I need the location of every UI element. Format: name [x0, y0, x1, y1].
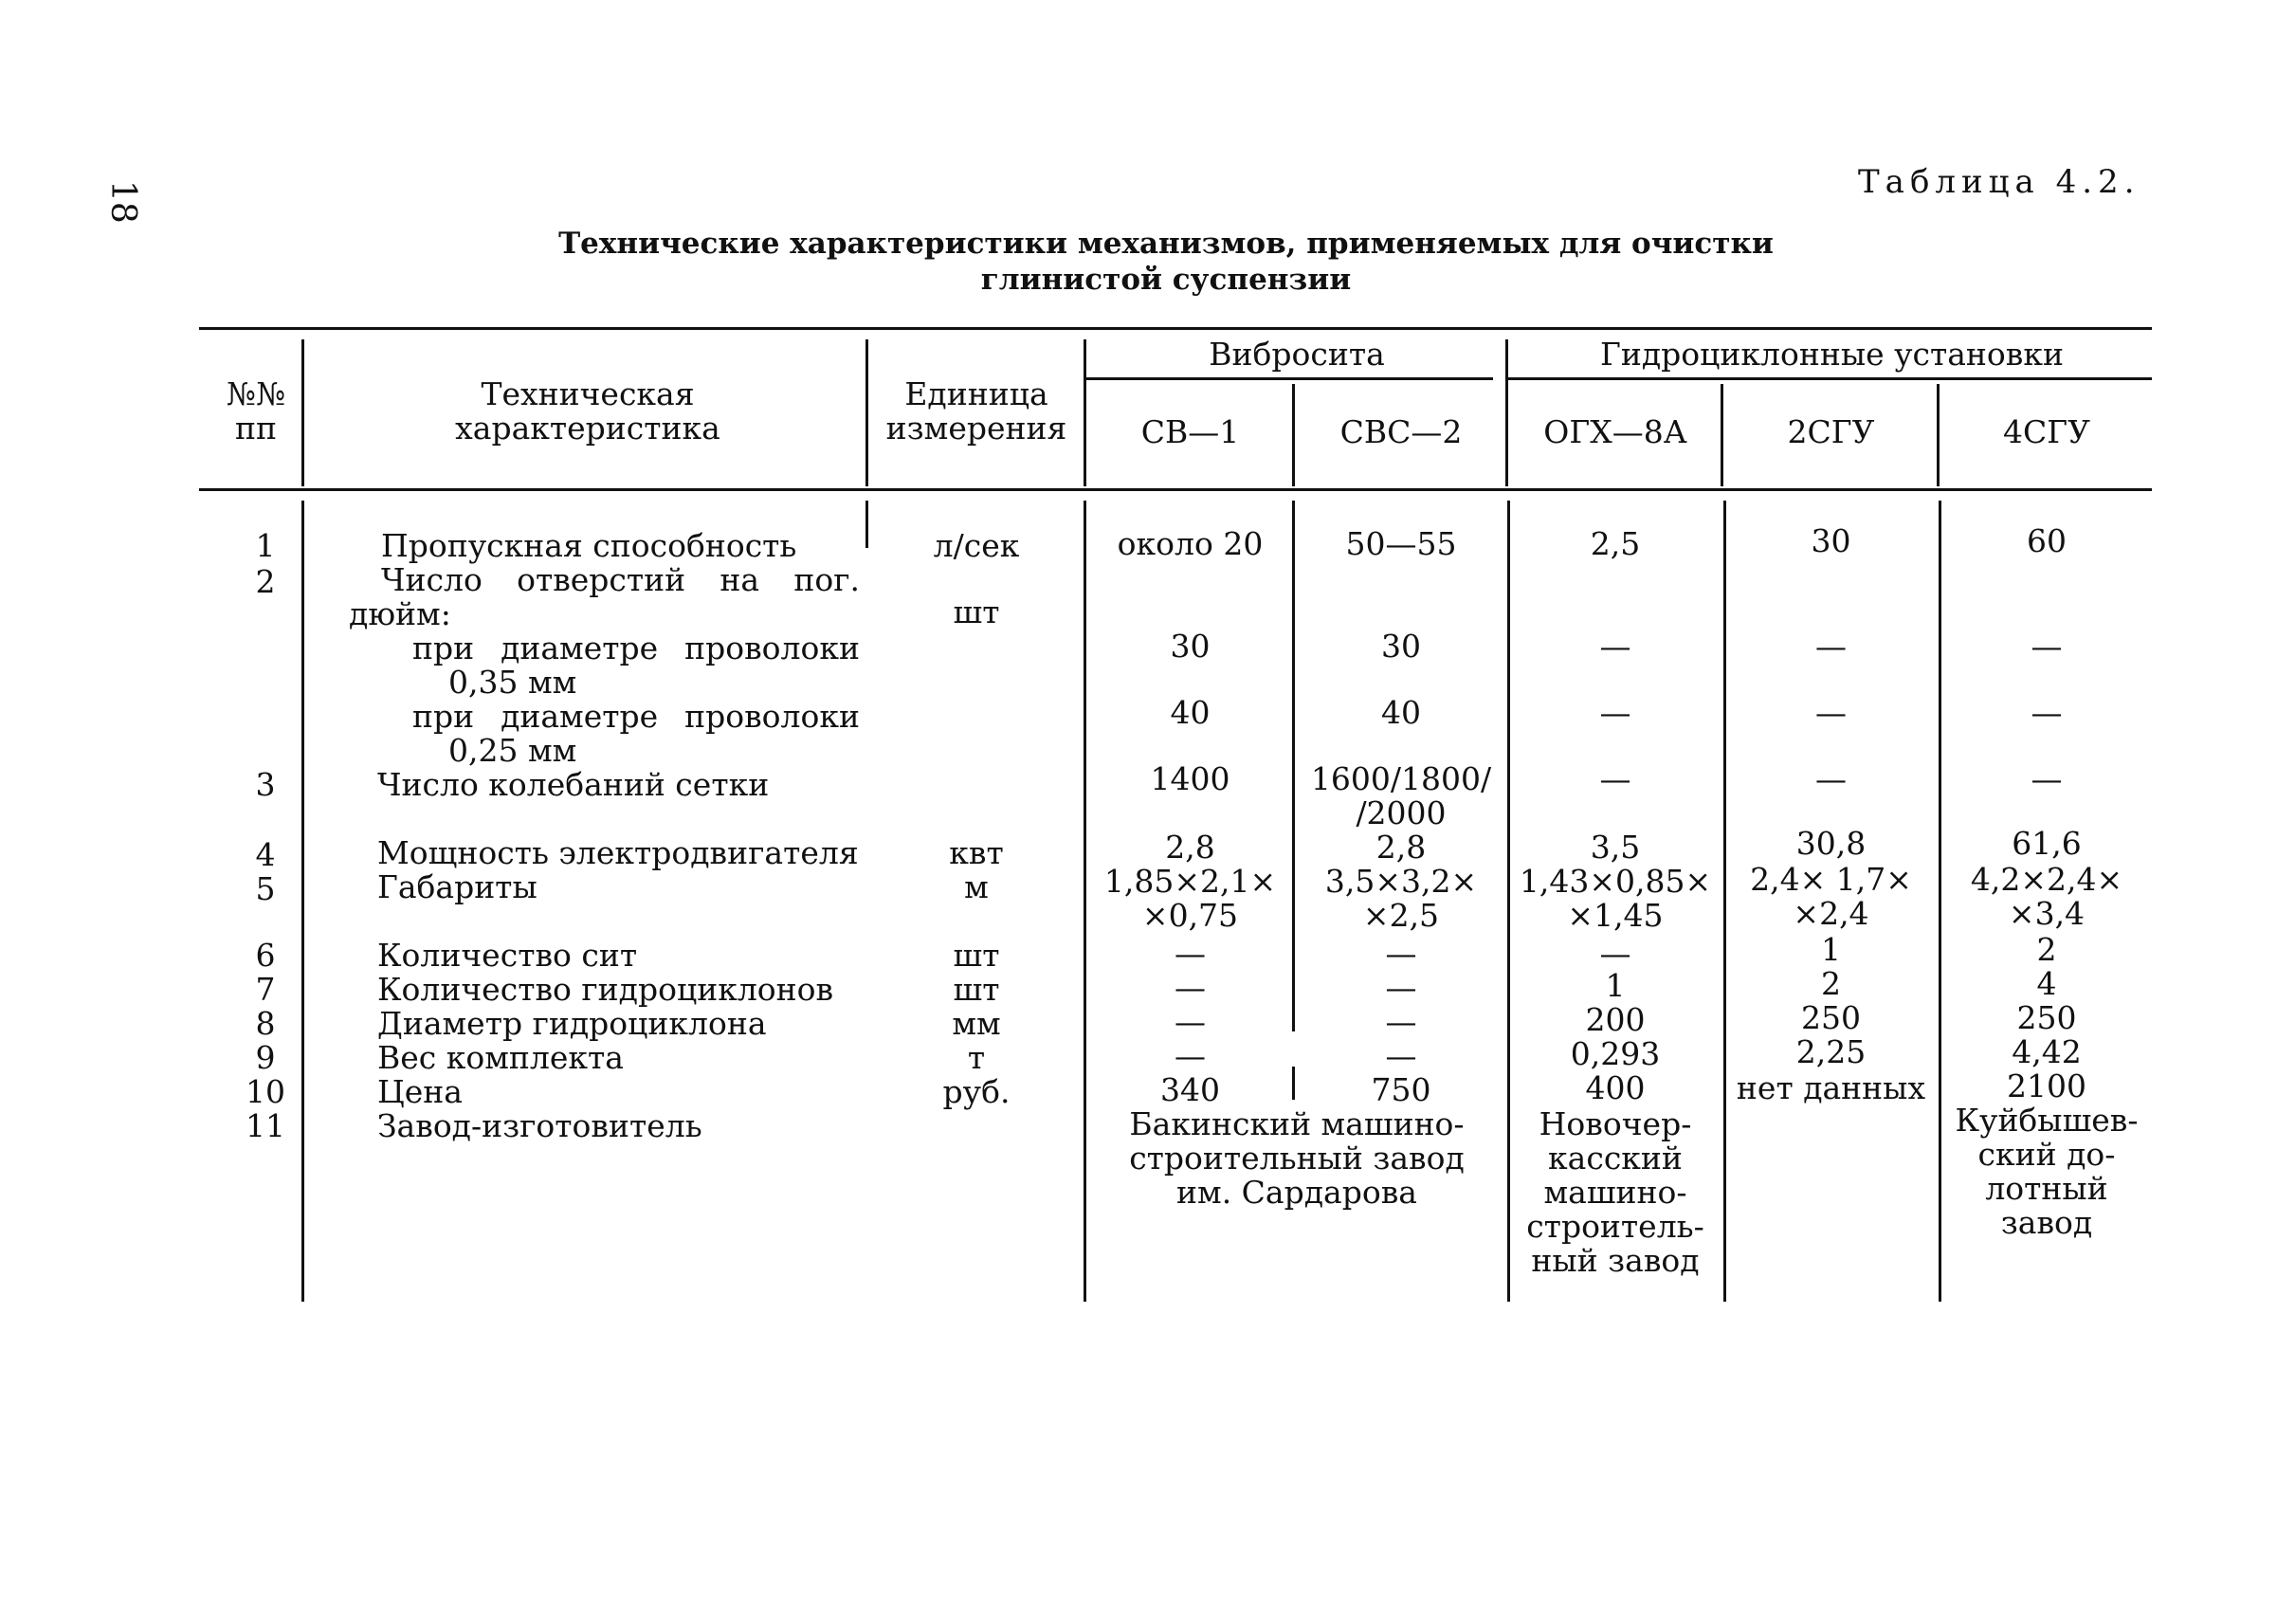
row-3-2sgu: — — [1815, 760, 1847, 797]
row-11-4sgu-manufacturer — [1941, 1104, 2152, 1240]
row-5-sv1-line1: 1,85×2,1× — [1103, 863, 1277, 900]
row-2b-sv1: 40 — [1170, 694, 1211, 731]
row-11-4sgu-line2: ский до- — [1977, 1136, 2116, 1173]
header-sv1: СВ—1 — [1140, 413, 1240, 450]
row-4-4sgu: 61,6 — [2012, 825, 2082, 862]
row-2b-characteristic-line1 — [412, 700, 860, 734]
row-8-ogh: 200 — [1585, 1001, 1646, 1038]
row-6-4sgu: 2 — [2036, 931, 2057, 968]
row-5-ogh — [1510, 865, 1721, 933]
row-5-svs2-line1: 3,5×3,2× — [1324, 863, 1478, 900]
row-7-number: 7 — [255, 971, 276, 1008]
row-9-unit: т — [967, 1039, 986, 1076]
row-7-4sgu: 4 — [2036, 965, 2057, 1002]
row-6-number: 6 — [255, 937, 276, 974]
row-5-2sgu — [1725, 863, 1937, 931]
row-10-ogh: 400 — [1585, 1069, 1646, 1106]
row-11-number: 11 — [246, 1107, 285, 1144]
row-2b-ogh: — — [1599, 694, 1631, 731]
row-8-svs2: — — [1385, 1003, 1417, 1040]
row-4-characteristic: Мощность электродвигателя — [377, 834, 859, 871]
row-5-svs2-line2: ×2,5 — [1362, 897, 1440, 934]
row-3-svs2-line2: /2000 — [1356, 794, 1447, 831]
row-2a-characteristic-line2: 0,35 мм — [448, 664, 577, 701]
row-1-sv1: около 20 — [1117, 525, 1264, 562]
row-2-number: 2 — [255, 563, 276, 600]
col-rule-unit — [1084, 339, 1086, 486]
row-6-svs2: — — [1385, 935, 1417, 972]
header-characteristic-line1: Техническая — [481, 375, 695, 412]
row-11-ogh-manufacturer — [1510, 1107, 1721, 1278]
header-num-line1: №№ — [226, 375, 286, 412]
row-5-4sgu-line2: ×3,4 — [2008, 895, 2086, 932]
row-7-sv1: — — [1175, 969, 1206, 1006]
body-rule-sv1-a — [1292, 501, 1295, 1031]
header-group-hydro: Гидроциклонные установки — [1600, 336, 2064, 373]
row-9-2sgu: 2,25 — [1795, 1033, 1867, 1070]
row-11-characteristic: Завод-изготовитель — [377, 1107, 702, 1144]
row-11-ogh-line3: машино- — [1543, 1174, 1687, 1211]
row-2a-sv1: 30 — [1170, 628, 1211, 665]
row-5-unit: м — [964, 868, 989, 905]
row-2a-svs2: 30 — [1381, 628, 1421, 665]
row-2-word-2: отверстий — [517, 561, 686, 598]
row-2b-word-2: диаметре — [501, 698, 659, 735]
row-9-characteristic: Вес комплекта — [377, 1039, 624, 1076]
table-caption — [531, 226, 1801, 298]
header-svs2: СВС—2 — [1339, 413, 1463, 450]
header-bottom-rule — [199, 488, 2152, 491]
row-6-2sgu: 1 — [1821, 931, 1841, 968]
row-9-svs2: — — [1385, 1037, 1417, 1074]
header-group-vibro: Вибросита — [1209, 336, 1385, 373]
row-3-characteristic: Число колебаний сетки — [377, 766, 770, 803]
header-num — [213, 377, 299, 446]
row-6-ogh: — — [1599, 935, 1631, 972]
row-10-unit: руб. — [942, 1073, 1011, 1110]
row-11-vibro-line2: строительный завод — [1129, 1140, 1465, 1177]
row-11-ogh-line4: строитель- — [1526, 1208, 1704, 1245]
row-11-vibro-line1: Бакинский машино- — [1129, 1105, 1465, 1142]
row-8-4sgu: 250 — [2016, 999, 2077, 1036]
header-2sgu: 2СГУ — [1787, 413, 1875, 450]
row-5-sv1-line2: ×0,75 — [1141, 897, 1239, 934]
row-2-word-1: Число — [381, 561, 483, 598]
row-5-ogh-line1: 1,43×0,85× — [1519, 863, 1712, 900]
page-number: 18 — [103, 180, 142, 224]
vibro-group-rule — [1085, 377, 1493, 380]
row-2b-word-1: при — [412, 698, 475, 735]
row-8-2sgu: 250 — [1801, 999, 1861, 1036]
row-9-sv1: — — [1175, 1037, 1206, 1074]
row-7-characteristic: Количество гидроциклонов — [377, 971, 834, 1008]
row-10-sv1: 340 — [1160, 1071, 1220, 1108]
row-11-vibro-manufacturer — [1088, 1107, 1505, 1210]
row-2a-word-1: при — [412, 630, 475, 666]
header-unit-line1: Единица — [904, 375, 1048, 412]
row-11-ogh-line1: Новочер- — [1539, 1105, 1692, 1142]
body-rule-unit — [1084, 501, 1086, 1302]
caption-line-2: глинистой суспензии — [980, 263, 1352, 297]
row-3-svs2-line1: 1600/1800/ — [1310, 760, 1492, 797]
row-5-4sgu-line1: 4,2×2,4× — [1970, 861, 2123, 898]
row-10-2sgu: нет данных — [1736, 1069, 1926, 1106]
row-2b-characteristic-line2: 0,25 мм — [448, 732, 577, 769]
row-1-unit: л/сек — [933, 527, 1020, 564]
row-2a-word-3: проволоки — [684, 630, 860, 666]
row-5-2sgu-line2: ×2,4 — [1793, 895, 1869, 932]
row-1-svs2: 50—55 — [1345, 525, 1457, 562]
col-rule-sv1 — [1292, 384, 1295, 486]
row-4-ogh: 3,5 — [1590, 829, 1641, 866]
row-11-ogh-line5: ный завод — [1531, 1242, 1700, 1279]
row-2b-4sgu: — — [2031, 694, 2063, 731]
row-9-ogh: 0,293 — [1570, 1035, 1661, 1072]
col-rule-sgu2 — [1937, 384, 1940, 486]
caption-line-1: Технические характеристики механизмов, применяемых для очистки — [558, 227, 1774, 261]
row-2-unit: шт — [953, 593, 1000, 630]
header-characteristic-line2: характеристика — [455, 410, 720, 447]
row-10-number: 10 — [246, 1073, 285, 1110]
hydro-group-rule — [1507, 377, 2152, 380]
col-rule-num — [301, 339, 304, 486]
row-2b-svs2: 40 — [1381, 694, 1421, 731]
row-4-unit: квт — [949, 834, 1004, 871]
row-1-ogh: 2,5 — [1590, 525, 1641, 562]
row-10-characteristic: Цена — [377, 1073, 463, 1110]
row-9-4sgu: 4,42 — [2012, 1033, 2082, 1070]
col-rule-char — [865, 339, 868, 486]
row-11-ogh-line2: касский — [1548, 1140, 1683, 1177]
row-3-ogh: — — [1599, 760, 1631, 797]
table-top-rule — [199, 327, 2152, 330]
header-num-line2: пп — [235, 410, 277, 447]
col-rule-svs2 — [1505, 339, 1508, 486]
row-1-characteristic: Пропускная способность — [381, 527, 797, 564]
row-10-svs2: 750 — [1371, 1071, 1431, 1108]
row-11-vibro-line3: им. Сардарова — [1176, 1174, 1417, 1211]
row-4-number: 4 — [255, 836, 276, 873]
table-label: Таблица 4.2. — [1858, 163, 2140, 201]
row-7-ogh: 1 — [1605, 967, 1626, 1004]
row-7-2sgu: 2 — [1821, 965, 1841, 1002]
row-9-number: 9 — [255, 1039, 276, 1076]
row-2a-characteristic-line1 — [412, 631, 860, 666]
row-5-2sgu-line1: 2,4× 1,7× — [1750, 861, 1912, 898]
row-1-4sgu: 60 — [2027, 522, 2067, 559]
body-rule-sv1-b — [1292, 1067, 1295, 1100]
row-11-4sgu-line3: лотный — [1985, 1170, 2108, 1207]
row-8-number: 8 — [255, 1005, 276, 1042]
row-3-number: 3 — [255, 766, 276, 803]
row-3-sv1: 1400 — [1150, 760, 1230, 797]
row-10-4sgu: 2100 — [2007, 1067, 2086, 1104]
row-2-characteristic-line1 — [381, 563, 860, 597]
row-4-sv1: 2,8 — [1165, 829, 1215, 866]
row-2b-2sgu: — — [1815, 694, 1847, 731]
row-5-characteristic: Габариты — [377, 868, 537, 905]
header-characteristic — [313, 377, 863, 446]
header-unit-line2: измерения — [885, 410, 1067, 447]
row-2a-word-2: диаметре — [501, 630, 659, 666]
row-6-characteristic: Количество сит — [377, 937, 638, 974]
row-2-word-4: пог. — [793, 561, 860, 598]
row-2b-word-3: проволоки — [684, 698, 860, 735]
row-8-unit: мм — [952, 1005, 1001, 1042]
row-5-sv1 — [1088, 865, 1292, 933]
row-7-unit: шт — [953, 971, 1000, 1008]
row-7-svs2: — — [1385, 969, 1417, 1006]
row-11-4sgu-line1: Куйбышев- — [1955, 1102, 2139, 1139]
row-8-sv1: — — [1175, 1003, 1206, 1040]
header-unit — [872, 377, 1081, 446]
row-1-number: 1 — [255, 527, 276, 564]
row-11-4sgu-line4: завод — [2000, 1204, 2093, 1241]
row-5-number: 5 — [255, 870, 276, 907]
row-5-svs2 — [1297, 865, 1505, 933]
col-rule-ogh — [1721, 384, 1723, 486]
row-2-characteristic-line2: дюйм: — [349, 595, 451, 632]
row-1-2sgu: 30 — [1811, 522, 1851, 559]
row-4-2sgu: 30,8 — [1795, 825, 1867, 862]
header-4sgu: 4СГУ — [2003, 413, 2090, 450]
row-8-characteristic: Диаметр гидроциклона — [377, 1005, 767, 1042]
row-5-ogh-line2: ×1,45 — [1567, 897, 1664, 934]
row-2-word-3: на — [719, 561, 760, 598]
body-rule-char — [865, 501, 868, 548]
row-3-4sgu: — — [2031, 760, 2063, 797]
row-6-sv1: — — [1175, 935, 1206, 972]
row-5-4sgu — [1941, 863, 2152, 931]
row-6-unit: шт — [953, 937, 1000, 974]
row-4-svs2: 2,8 — [1375, 829, 1427, 866]
row-3-svs2 — [1297, 762, 1505, 830]
header-ogh8a: ОГХ—8А — [1543, 413, 1687, 450]
row-2a-4sgu: — — [2031, 628, 2063, 665]
row-2a-ogh: — — [1599, 628, 1631, 665]
row-2a-2sgu: — — [1815, 628, 1847, 665]
